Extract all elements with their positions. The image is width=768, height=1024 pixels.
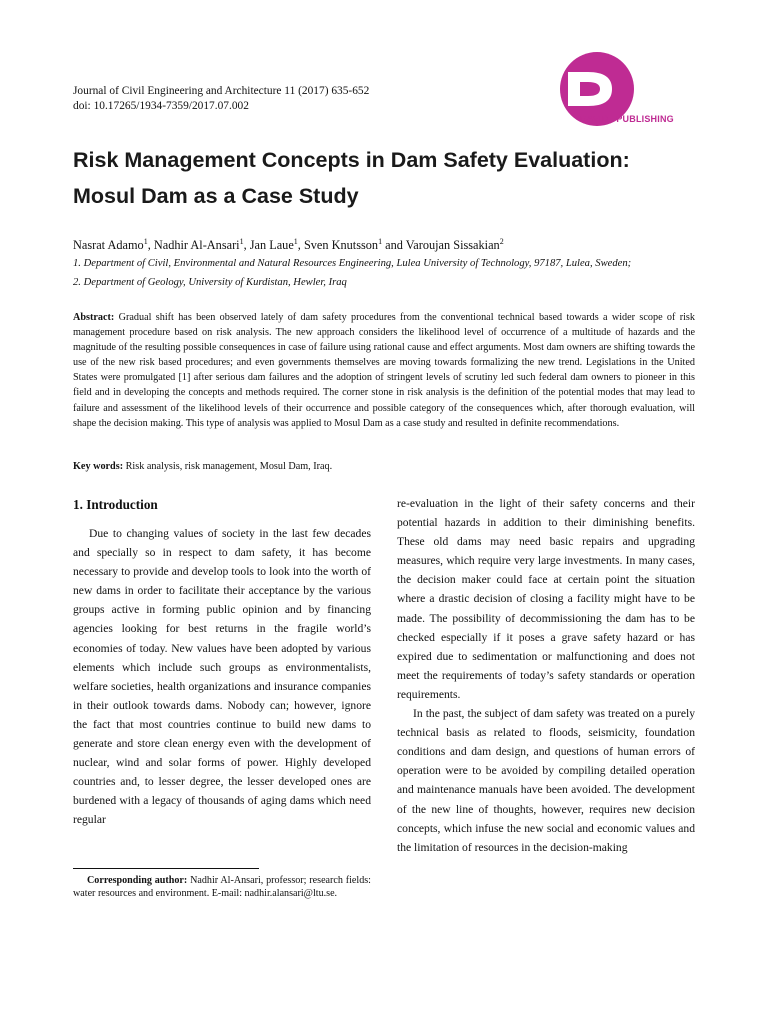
affiliation-1: 1. Department of Civil, Environmental and Natural Resources Engineering, Lulea University of Technology, 97187, Lulea, Sweden; — [73, 258, 632, 269]
author-name: Jan Laue — [249, 238, 294, 253]
author-affiliation-mark: 1 — [143, 237, 148, 246]
author-affiliation-mark: 1 — [293, 237, 298, 246]
paper-title-line-2: Mosul Dam as a Case Study — [73, 184, 359, 208]
journal-citation: Journal of Civil Engineering and Architecture 11 (2017) 635-652 — [73, 85, 370, 97]
author-name: Varoujan Sissakian — [405, 238, 500, 253]
logo-word-publishing: PUBLISHING — [616, 114, 674, 124]
logo-wordmark — [580, 114, 674, 124]
left-column — [73, 524, 371, 830]
abstract-label: Abstract: — [73, 312, 115, 323]
body-paragraph: re-evaluation in the light of their safety concerns and their potential hazards in addition to their diminishing benefits. These old dams may need basic repairs and upgrading measures, which require very large investments. In many cases, the decision maker could face at certain point the situation where a drastic decision of closing a facility might have to be made. The possibility of decommissioning the dam has to be checked especially if it poses a grave safety hazard or has expired due to sedimentation or malfunctioning and does not meet the requirements of today’s safety standards or operation requirements. — [397, 497, 695, 701]
doi: doi: 10.17265/1934-7359/2017.07.002 — [73, 100, 249, 112]
author-separator: and — [382, 238, 406, 253]
abstract-text: Gradual shift has been observed lately of dam safety procedures from the conventional technical based towards a wider scope of risk management procedure based on risk analysis. The new approach considers the likelihood level of occurrence of a multitude of hazards and the magnitude of the resulting possible consequences in case of failure using rational cause and effect arguments. Most dam owners are shifting towards the use of the new risk based procedures; and even governments themselves are moving towards formalizing the new trend. Legislations in the United States were promulgated [1] after serious dam failures and the adoption of stringent levels of scrutiny led such federal dam owners to pioneer in this field and in developing the concepts and methods required. The corner stone in risk analysis is the definition of the potential modes that may lead to failure and assessment of the likelihood levels of their occurrence and possible category of the consequences which, after thorough evaluation, will shape the decision making. This type of analysis was applied to Mosul Dam as a case study and resulted in definite recommendations. — [73, 312, 695, 429]
footnote-divider — [73, 868, 259, 869]
section-heading: 1. Introduction — [73, 497, 158, 512]
right-column — [397, 494, 695, 857]
keywords-label: Key words: — [73, 461, 124, 472]
footnote-text: Nadhir Al-Ansari, professor; research fields: water resources and environment. E-mail: nadhir.alansari@ltu.se. — [73, 875, 371, 899]
author-separator: , — [243, 238, 250, 253]
corresponding-author-footnote — [73, 874, 371, 900]
author-name: Sven Knutsson — [303, 238, 379, 253]
author-separator: , — [147, 238, 154, 253]
abstract — [73, 310, 695, 431]
keywords-text: Risk analysis, risk management, Mosul Dam, Iraq. — [125, 461, 333, 472]
author-affiliation-mark: 1 — [239, 237, 244, 246]
author-list — [73, 234, 504, 253]
body-paragraph: Due to changing values of society in the last few decades and specially so in respect to dam safety, it has become necessary to provide and develop tools to look into the worth of new dams in order to facilitate their acceptance by the various groups active in forming public opinion and by financing agencies looking for best returns in the fragile world’s economies of today. New values have been adopted by various elements which include such groups as environmentalists, welfare societies, health organizations and insurance companies in their outlook towards dams. Nobody can; however, ignore the fact that most countries continue to build new dams to generate and store clean energy even with the development of nuclear, wind and solar forms of power. Highly developed countries and, to lesser degree, the lesser developed ones are burdened with a legacy of thousands of aging dams which need regular — [73, 527, 371, 827]
keywords — [73, 460, 332, 474]
author-separator: , — [297, 238, 304, 253]
author-name: Nasrat Adamo — [73, 238, 144, 253]
logo-word-david: DAVID — [580, 114, 609, 124]
author-affiliation-mark: 2 — [499, 237, 504, 246]
body-paragraph: In the past, the subject of dam safety was treated on a purely technical basis as related to floods, seismicity, foundation conditions and dam design, and questions of human errors of operation were to be avoided by compiling detailed operation and maintenance manuals have been avoided. The development of the new line of thoughts, however, requires new decision concepts, which infuse the new social and economic values and the limitation of resources in the decision-making — [397, 707, 695, 854]
affiliation-2: 2. Department of Geology, University of Kurdistan, Hewler, Iraq — [73, 277, 347, 288]
footnote-label: Corresponding author: — [87, 875, 188, 886]
author-affiliation-mark: 1 — [378, 237, 383, 246]
david-publishing-logo — [560, 52, 700, 132]
paper-title-line-1: Risk Management Concepts in Dam Safety Evaluation: — [73, 148, 630, 172]
author-name: Nadhir Al-Ansari — [153, 238, 240, 253]
